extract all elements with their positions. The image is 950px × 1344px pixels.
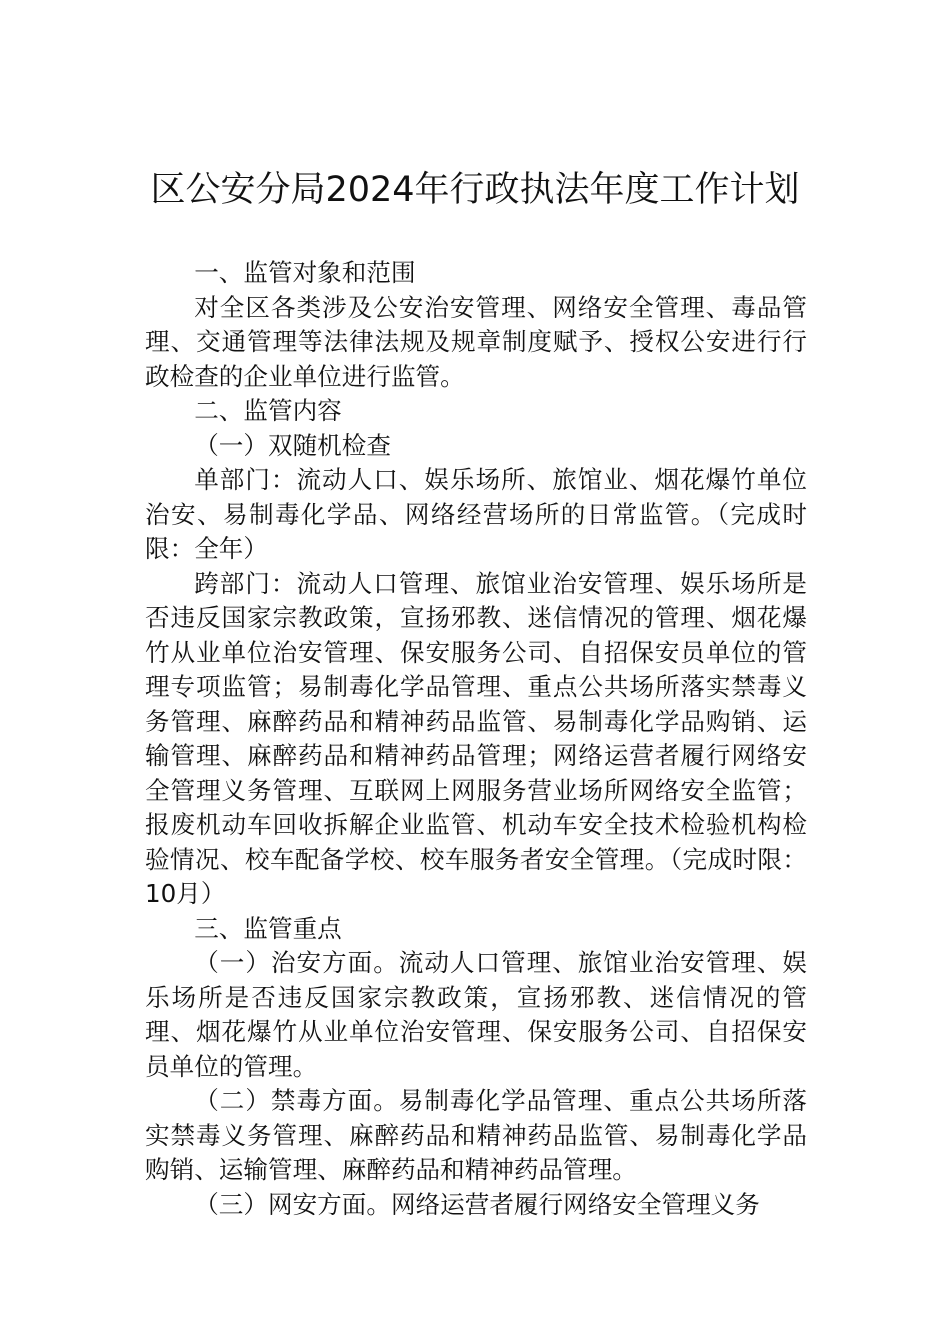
paragraph-public-security: （一）治安方面。流动人口管理、旅馆业治安管理、娱乐场所是否违反国家宗教政策，宣扬邪教、迷信情况的管理、烟花爆竹从业单位治安管理、保安服务公司、自招保安员单位的管理。 — [145, 948, 807, 1081]
document-title: 区公安分局2024年行政执法年度工作计划 — [150, 170, 800, 210]
section-heading-1: 一、监管对象和范围 — [194, 258, 416, 287]
subsection-heading-random-inspection: （一）双随机检查 — [194, 430, 391, 460]
section-heading-2: 二、监管内容 — [194, 396, 342, 425]
paragraph-scope: 对全区各类涉及公安治安管理、网络安全管理、毒品管理、交通管理等法律法规及规章制度赋予、授权公安进行行政检查的企业单位进行监管。 — [145, 292, 807, 391]
paragraph-cyber-security: （三）网安方面。网络运营者履行网络安全管理义务 — [194, 1189, 760, 1219]
section-heading-3: 三、监管重点 — [194, 913, 342, 943]
paragraph-anti-drug: （二）禁毒方面。易制毒化学品管理、重点公共场所落实禁毒义务管理、麻醉药品和精神药品监管、易制毒化学品购销、运输管理、麻醉药品和精神药品管理。 — [145, 1086, 807, 1184]
document-body — [145, 256, 807, 1222]
paragraph-cross-department: 跨部门：流动人口管理、旅馆业治安管理、娱乐场所是否违反国家宗教政策，宣扬邪教、迷信情况的管理、烟花爆竹从业单位治安管理、保安服务公司、自招保安员单位的管理专项监管；易制毒化学品管理、重点公共场所落实禁毒义务管理、麻醉药品和精神药品监管、易制毒化学品购销、运输管理、麻醉药品和精神药品管理；网络运营者履行网络安全管理义务管理、互联网上网服务营业场所网络安全监管；报废机动车回收拆解企业监管、机动车安全技术检验机构检验情况、校车配备学校、校车服务者安全管理。（完成时限：10月） — [145, 568, 807, 908]
paragraph-single-department: 单部门：流动人口、娱乐场所、旅馆业、烟花爆竹单位治安、易制毒化学品、网络经营场所的日常监管。（完成时限：全年） — [145, 465, 807, 563]
